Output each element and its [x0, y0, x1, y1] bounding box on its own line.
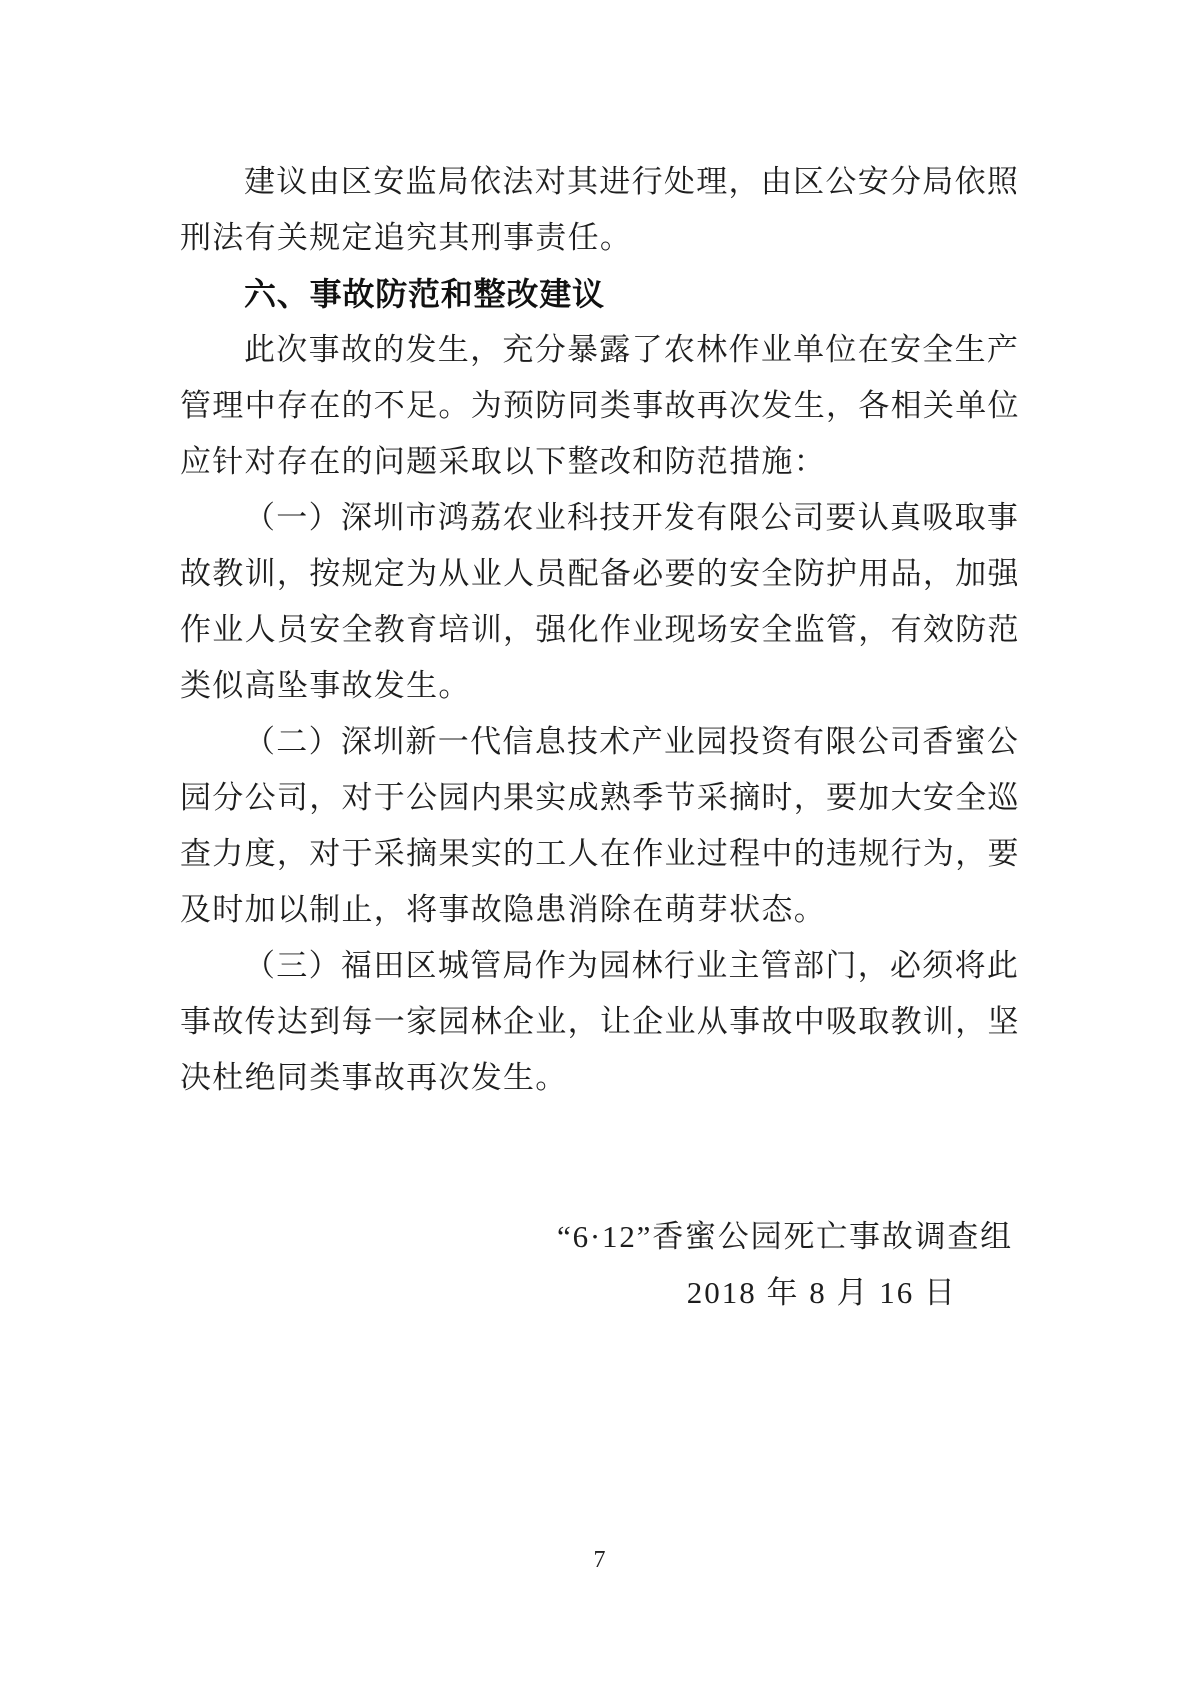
signature-organization: “6·12”香蜜公园死亡事故调查组: [557, 1219, 1013, 1254]
text-line: 及时加以制止，将事故隐患消除在萌芽状态。: [180, 892, 826, 927]
text-line: 故教训，按规定为从业人员配备必要的安全防护用品，加强: [180, 556, 1020, 591]
text-line: 刑法有关规定追究其刑事责任。: [180, 220, 633, 255]
paragraph-measure-3: [180, 938, 1022, 1106]
signature-date: 2018 年 8 月 16 日: [686, 1275, 957, 1310]
section-heading: 六、事故防范和整改建议: [244, 276, 605, 312]
document-body: [180, 154, 1022, 1106]
text-line: （二）深圳新一代信息技术产业园投资有限公司香蜜公: [244, 724, 1020, 759]
text-line: （一）深圳市鸿荔农业科技开发有限公司要认真吸取事: [244, 500, 1020, 535]
text-line: （三）福田区城管局作为园林行业主管部门，必须将此: [244, 948, 1020, 983]
text-line: 管理中存在的不足。为预防同类事故再次发生，各相关单位: [180, 388, 1020, 423]
text-line: 事故传达到每一家园林企业，让企业从事故中吸取教训，坚: [180, 1004, 1020, 1039]
text-line: 建议由区安监局依法对其进行处理，由区公安分局依照: [244, 164, 1020, 199]
paragraph-measure-1: [180, 490, 1022, 714]
text-line: 决杜绝同类事故再次发生。: [180, 1060, 568, 1095]
signature-block: [557, 1209, 1013, 1321]
text-line: 查力度，对于采摘果实的工人在作业过程中的违规行为，要: [180, 836, 1020, 871]
text-line: 作业人员安全教育培训，强化作业现场安全监管，有效防范: [180, 612, 1020, 647]
text-line: 类似高坠事故发生。: [180, 668, 471, 703]
text-line: 此次事故的发生，充分暴露了农林作业单位在安全生产: [244, 332, 1020, 367]
text-line: 园分公司，对于公园内果实成熟季节采摘时，要加大安全巡: [180, 780, 1020, 815]
paragraph-measure-2: [180, 714, 1022, 938]
paragraph-overview: [180, 322, 1022, 490]
page-number: 7: [593, 1547, 606, 1573]
text-line: 应针对存在的问题采取以下整改和防范措施：: [180, 444, 826, 479]
paragraph-intro: [180, 154, 1022, 266]
